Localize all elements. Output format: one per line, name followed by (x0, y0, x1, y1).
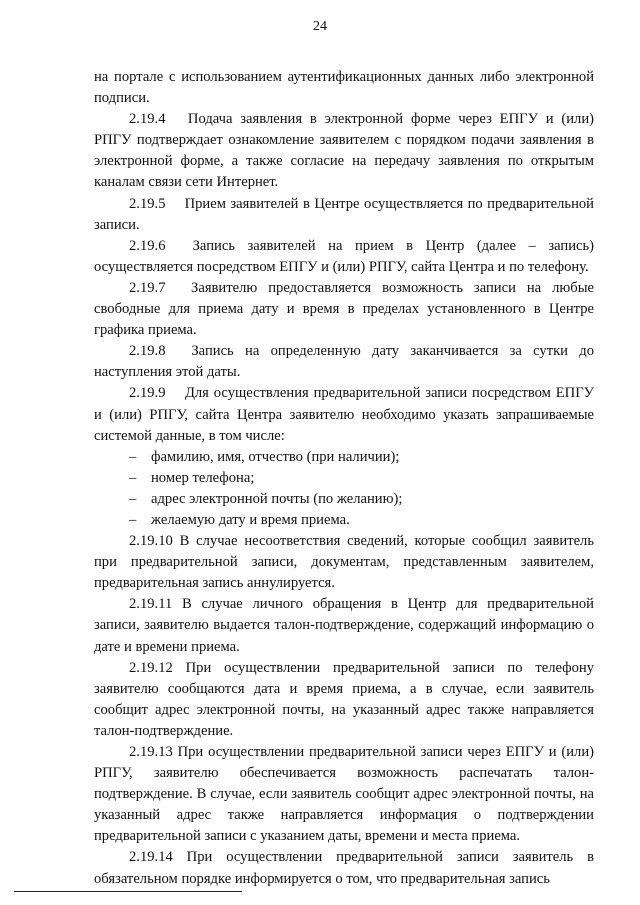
paragraph-2-19-7: 2.19.7 Заявителю предоставляется возможность записи на любые свободные для приема дату и время в пределах установленного в Центре графика приема. (94, 279, 594, 339)
list-dash: – (129, 490, 137, 507)
document-body (94, 67, 594, 890)
required-data-list (94, 447, 594, 531)
paragraph-2-19-4: 2.19.4 Подача заявления в электронной форме через ЕПГУ и (или) РПГУ подтверждает ознакомление заявителем с порядком подачи заявления в электронной форме, а также согласие на передачу заявления по открытым каналам связи сети Интернет. (94, 111, 594, 191)
list-dash: – (129, 469, 137, 486)
paragraph-2-19-14: 2.19.14 При осуществлении предварительной записи заявитель в обязательном порядке информируется о том, что предварительная запись (94, 849, 594, 887)
paragraph-continuation: на портале с использованием аутентификационных данных либо электронной подписи. (94, 69, 594, 107)
paragraph-2-19-11: 2.19.11 В случае личного обращения в Центр для предварительной записи, заявителю выдается талон-подтверждение, содержащий информацию о дате и времени приема. (94, 596, 594, 655)
paragraph-2-19-13: 2.19.13 При осуществлении предварительной записи через ЕПГУ и (или) РПГУ, заявителю обеспечивается возможность распечатать талон-подтверждение. В случае, если заявитель сообщит адрес электронной почты, на указанный адрес также направляется информация о подтверждении предварительной записи с указанием даты, времени и места приема. (94, 744, 594, 845)
list-item-text: номер телефона; (151, 469, 255, 486)
list-item-text: адрес электронной почты (по желанию); (151, 490, 403, 507)
paragraph-2-19-12: 2.19.12 При осуществлении предварительной записи по телефону заявителю сообщаются дата и время приема, а в случае, если заявитель сообщит адрес электронной почты, на указанный адрес также направляется талон-подтверждение. (94, 659, 594, 739)
paragraph-2-19-9: 2.19.9 Для осуществления предварительной записи посредством ЕПГУ и (или) РПГУ, сайта Центра заявителю необходимо указать запрашиваемые системой данные, в том числе: (94, 385, 594, 444)
paragraph-2-19-10: 2.19.10 В случае несоответствия сведений, которые сообщил заявитель при предварительной записи, документам, представленным заявителем, предварительная запись аннулируется. (94, 533, 594, 592)
paragraph-2-19-5: 2.19.5 Прием заявителей в Центре осуществляется по предварительной записи. (94, 195, 594, 233)
footnote-separator-line (14, 891, 242, 892)
page-number: 24 (313, 19, 327, 34)
list-dash: – (129, 448, 137, 465)
paragraph-2-19-8: 2.19.8 Запись на определенную дату заканчивается за сутки до наступления этой даты. (94, 343, 594, 381)
list-item-text: желаемую дату и время приема. (151, 511, 350, 528)
list-dash: – (129, 511, 137, 528)
list-item (94, 468, 594, 489)
list-item-text: фамилию, имя, отчество (при наличии); (151, 448, 400, 465)
paragraph-2-19-6: 2.19.6 Запись заявителей на прием в Центр (далее – запись) осуществляется посредством ЕПГУ и (или) РПГУ, сайта Центра и по телефону. (94, 237, 594, 275)
list-item (94, 447, 594, 468)
list-item (94, 489, 594, 510)
list-item (94, 510, 594, 531)
